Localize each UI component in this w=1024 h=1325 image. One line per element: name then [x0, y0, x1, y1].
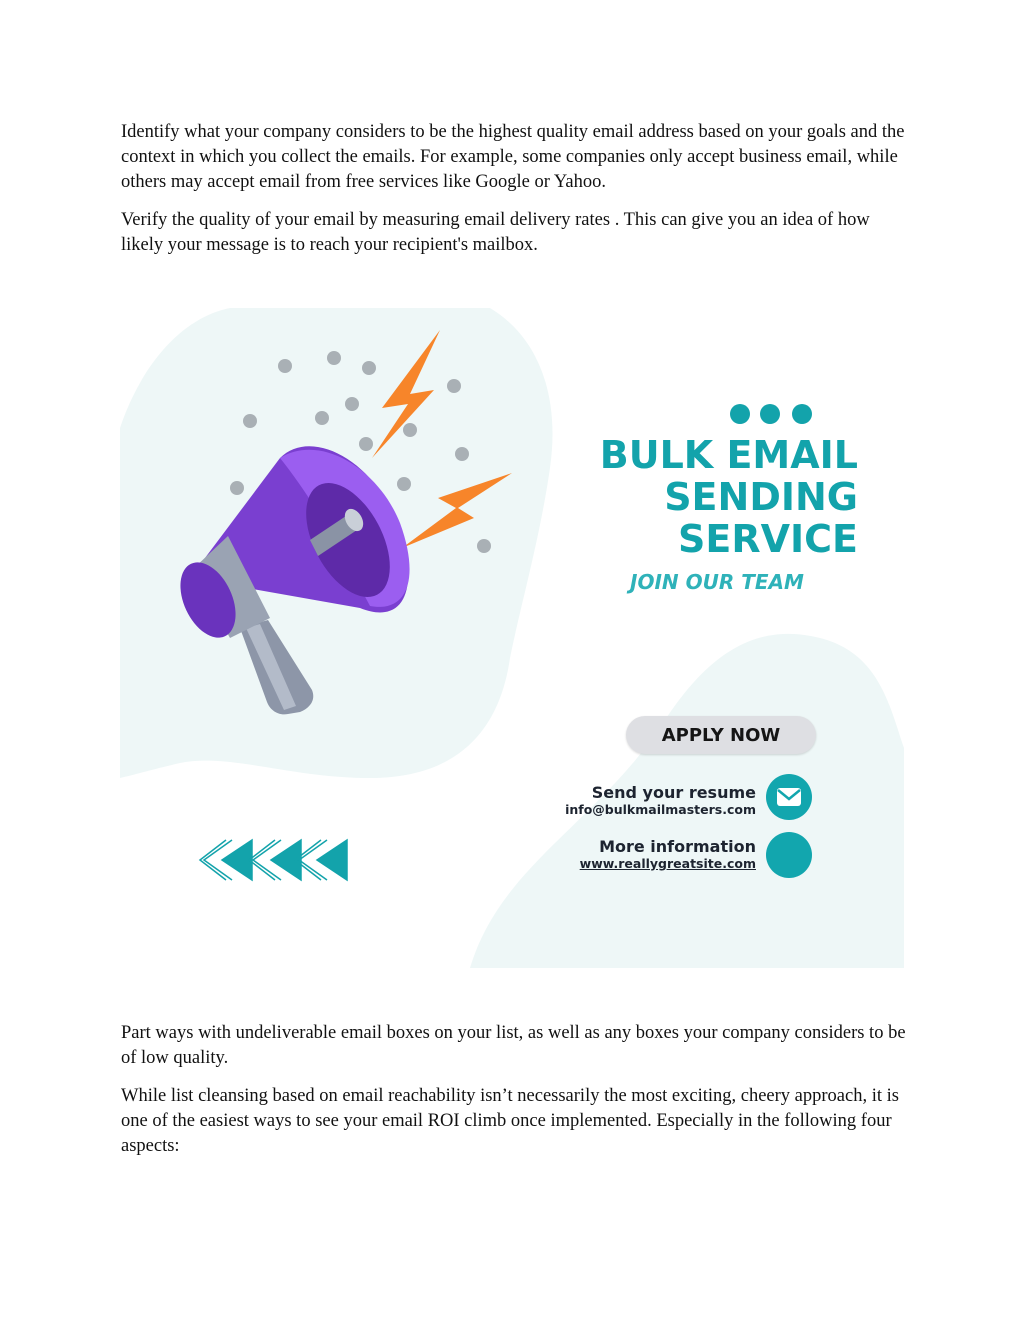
mail-circle [766, 774, 812, 820]
more-info [580, 838, 756, 871]
paragraph-quality-definition: Identify what your company considers to be the highest quality email address based on your goals and the context in which you collect the emails. For example, some companies only accept business email, while others may accept email from free services like Google or Yahoo. [121, 122, 905, 192]
flyer-title-line3: SERVICE [678, 517, 858, 561]
paragraph-part-ways: Part ways with undeliverable email boxes on your list, as well as any boxes your company considers to be of low quality. [121, 1023, 906, 1068]
flyer-title-line2: SENDING [664, 475, 858, 519]
mail-icon [766, 774, 812, 820]
resume-info [565, 784, 756, 817]
rewind-arrows-icon [200, 840, 347, 880]
join-our-team-subtitle: JOIN OUR TEAM [630, 570, 804, 594]
more-info-site-link[interactable]: www.reallygreatsite.com [579, 856, 756, 871]
paragraph-verify-quality: Verify the quality of your email by measuring email delivery rates . This can give you an idea of how likely your message is to reach your recipient's mailbox. [121, 210, 870, 255]
flyer-title-line1: BULK EMAIL [599, 433, 858, 477]
bulk-email-flyer [120, 308, 904, 968]
paragraph-list-cleansing: While list cleansing based on email reachability isn’t necessarily the most exciting, cheery approach, it is one of the easiest ways to see your email ROI climb once implemented. Especially in the following four aspects: [121, 1086, 899, 1156]
resume-email[interactable]: info@bulkmailmasters.com [565, 802, 756, 817]
dots-icon [730, 404, 812, 424]
more-info-heading: More information [599, 837, 756, 856]
apply-now-button[interactable]: APPLY NOW [626, 716, 816, 754]
info-circle [766, 832, 812, 878]
resume-heading: Send your resume [591, 783, 756, 802]
